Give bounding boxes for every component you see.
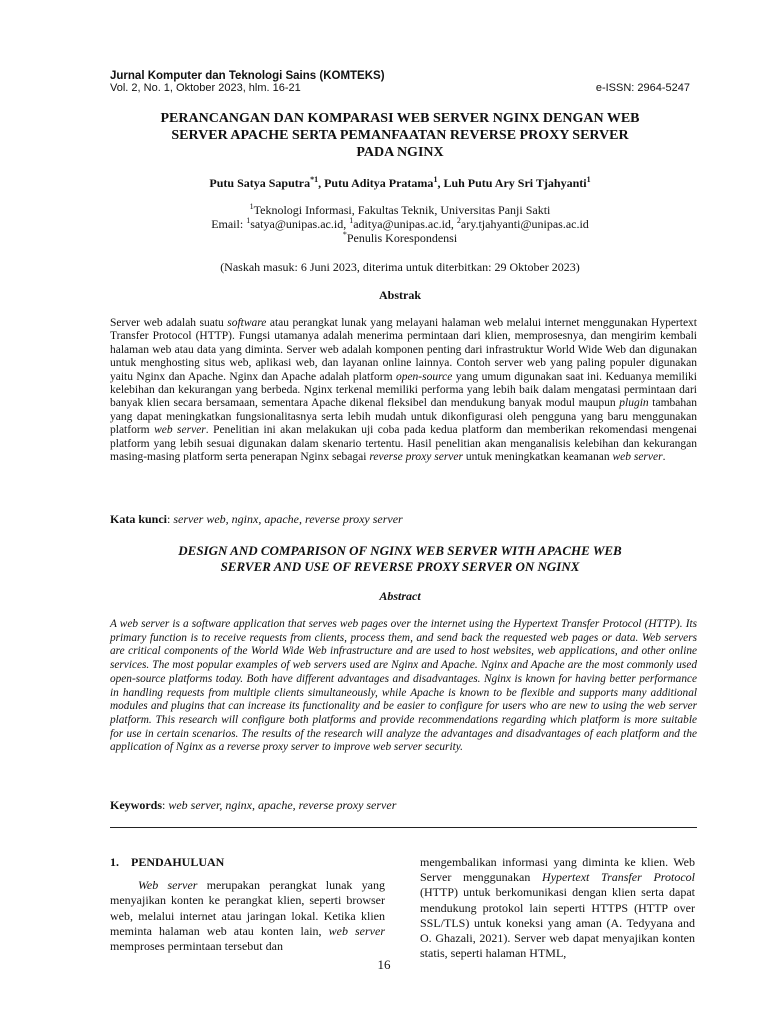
- abstrak-text: [110, 317, 697, 464]
- paper-title-id: [110, 110, 690, 161]
- abstrak-italic: plugin: [619, 397, 649, 410]
- body-italic: web server: [328, 923, 385, 938]
- abstrak-span: atau perangkat lunak yang melayani halaman web melalui internet menggunakan Hypertext Transfer Protocol (HTTP). Fungsi utamanya adalah menerima permintaan dari klien, memprosesnya, dan mengirim kembali halaman web atau data yang diminta. Server web adalah komponen penting dari infrastruktur World Wide Web dan digunakan untuk menghosting situs web, aplikasi web, dan layanan online lainnya. Contoh server web yang paling populer digunakan yaitu Nginx dan Apache. Nginx dan Apache adalah platform: [110, 317, 697, 383]
- section-heading: 1. PENDAHULUAN: [110, 855, 225, 869]
- journal-issn: e-ISSN: 2964-5247: [595, 82, 690, 94]
- abstrak-span: .: [662, 451, 666, 464]
- keywords-value: web server, nginx, apache, reverse proxy server: [168, 798, 397, 812]
- kata-kunci: [110, 512, 697, 527]
- journal-name: Jurnal Komputer dan Teknologi Sains (KOMTEKS): [110, 70, 385, 82]
- affiliation-mark: 1: [249, 202, 254, 211]
- title-line: SERVER AND USE OF REVERSE PROXY SERVER ON NGINX: [220, 559, 580, 574]
- abstrak-span: yang umum digunakan saat ini. Keduanya memiliki kelebihan dan kekurangan yang berbeda. Nginx terkenal memiliki performa yang lebih baik dalam mengatasi permintaan dari banyak klien secara bersamaan, sementara Apache dikenal fleksibel dan mendukung banyak modul maupun: [110, 370, 698, 410]
- email-mark: 1: [349, 216, 354, 225]
- email-prefix: Email:: [211, 217, 247, 231]
- author-name: Putu Satya Saputra: [209, 176, 311, 190]
- keywords-sep: :: [162, 798, 169, 812]
- corresponding-mark: *: [342, 230, 347, 239]
- body-span: merupakan perangkat lunak yang menyajikan konten ke perangkat klien, seperti browser web, melalui internet atau jaringan lokal. Ketika klien meminta halaman web atau konten lain,: [110, 878, 385, 938]
- abstract-heading: Abstract: [379, 589, 421, 603]
- keywords: [110, 798, 697, 813]
- title-line: DESIGN AND COMPARISON OF NGINX WEB SERVER WITH APACHE WEB: [178, 543, 622, 558]
- abstrak-italic: web server: [154, 424, 206, 437]
- body-paragraph: [110, 878, 385, 954]
- kata-kunci-sep: :: [167, 512, 174, 526]
- corresponding-line: [110, 231, 690, 245]
- abstrak-span: . Penelitian ini akan melakukan uji coba pada kedua platform dan memberikan rekomendasi mengenai platform yang lebih sesuai digunakan dalam skenario tertentu. Hasil penelitian akan menganalisis kelebihan dan kekurangan masing-masing platform serta penerapan Nginx sebagai: [110, 424, 697, 464]
- author-list: [110, 176, 690, 191]
- corresponding-text: Penulis Korespondensi: [346, 231, 458, 245]
- author-mark: 1: [586, 175, 591, 184]
- author-mark: *1: [310, 175, 319, 184]
- body-span: memproses permintaan tersebut dan: [110, 939, 283, 954]
- kata-kunci-value: server web, nginx, apache, reverse proxy server: [173, 512, 403, 526]
- abstrak-italic: software: [227, 317, 267, 329]
- journal-volume: Vol. 2, No. 1, Oktober 2023, hlm. 16-21: [110, 82, 301, 94]
- keywords-label: Keywords: [110, 798, 162, 812]
- body-italic: Hypertext Transfer Protocol: [542, 870, 695, 885]
- paper-title-en: [110, 543, 690, 575]
- left-column: [110, 855, 385, 954]
- title-line: PADA NGINX: [356, 145, 444, 160]
- title-line: PERANCANGAN DAN KOMPARASI WEB SERVER NGINX DENGAN WEB: [160, 111, 640, 126]
- submission-dates: (Naskah masuk: 6 Juni 2023, diterima untuk diterbitkan: 29 Oktober 2023): [220, 260, 580, 274]
- author-mark: 1: [433, 175, 438, 184]
- author-name: , Putu Aditya Pratama: [318, 176, 434, 190]
- page-number: 16: [377, 957, 391, 972]
- abstrak-italic: reverse proxy server: [369, 451, 463, 464]
- email-line: [110, 217, 690, 231]
- abstrak-span: Server web adalah suatu: [110, 317, 228, 329]
- abstrak-italic: open-source: [395, 370, 453, 383]
- body-span: mengembalikan informasi yang diminta ke klien. Web Server menggunakan: [420, 855, 695, 885]
- abstrak-span: tambahan yang dapat meningkatkan fungsionalitasnya serta lebih mudah untuk dikonfigurasi oleh pengguna yang baru menggunakan platform: [110, 397, 698, 437]
- email-mark: 1: [246, 216, 251, 225]
- section-divider: [110, 827, 697, 828]
- email-mark: 2: [456, 216, 461, 225]
- email-link[interactable]: ary.tjahyanti@unipas.ac.id: [460, 217, 589, 231]
- abstrak-italic: web server: [612, 451, 663, 464]
- abstrak-heading: Abstrak: [378, 288, 421, 302]
- kata-kunci-label: Kata kunci: [110, 512, 168, 526]
- email-link[interactable]: satya@unipas.ac.id,: [250, 217, 350, 231]
- affiliation-text: Teknologi Informasi, Fakultas Teknik, Universitas Panji Sakti: [253, 203, 551, 217]
- affiliation-block: [110, 203, 690, 245]
- affiliation-line: [110, 203, 690, 217]
- title-line: SERVER APACHE SERTA PEMANFAATAN REVERSE PROXY SERVER: [171, 128, 629, 143]
- body-paragraph: [420, 855, 695, 961]
- body-span: (HTTP) untuk berkomunikasi dengan klien serta dapat mendukung protokol lain seperti HTTPS (HTTP over SSL/TLS) untuk koneksi yang aman (A. Tedyyana and O. Ghazali, 2021). Server web dapat menyajikan konten statis, seperti halaman HTML,: [420, 885, 695, 961]
- body-italic: Web server: [138, 878, 198, 893]
- right-column: [420, 855, 695, 961]
- author-name: , Luh Putu Ary Sri Tjahyanti: [437, 176, 587, 190]
- email-link[interactable]: aditya@unipas.ac.id,: [353, 217, 457, 231]
- abstract-text: A web server is a software application that serves web pages over the internet using the Hypertext Transfer Protocol (HTTP). Its primary function is to receive requests from clients, process them, and send back the requested web pages or data. Web servers are critical components of the World Wide Web infrastructure and are used to host websites, web applications, and other online services. The most popular examples of web servers used are Nginx and Apache. Nginx and Apache are the most commonly used open-source platforms today. Both have different advantages and disadvantages. Nginx is known for having better performance in handling requests from multiple clients simultaneously, while Apache is known to be flexible and supports many additional modules and plugins that can increase its functionality and be easier to configure for users who are new to using the web server platform. This research will configure both platforms and provide recommendations regarding which platform is more suitable for use in certain scenarios. The results of the research will analyze the advantages and disadvantages of each platform and the application of Nginx as a reverse proxy server to improve web server security.: [110, 618, 697, 754]
- abstrak-span: untuk meningkatkan keamanan: [462, 451, 613, 464]
